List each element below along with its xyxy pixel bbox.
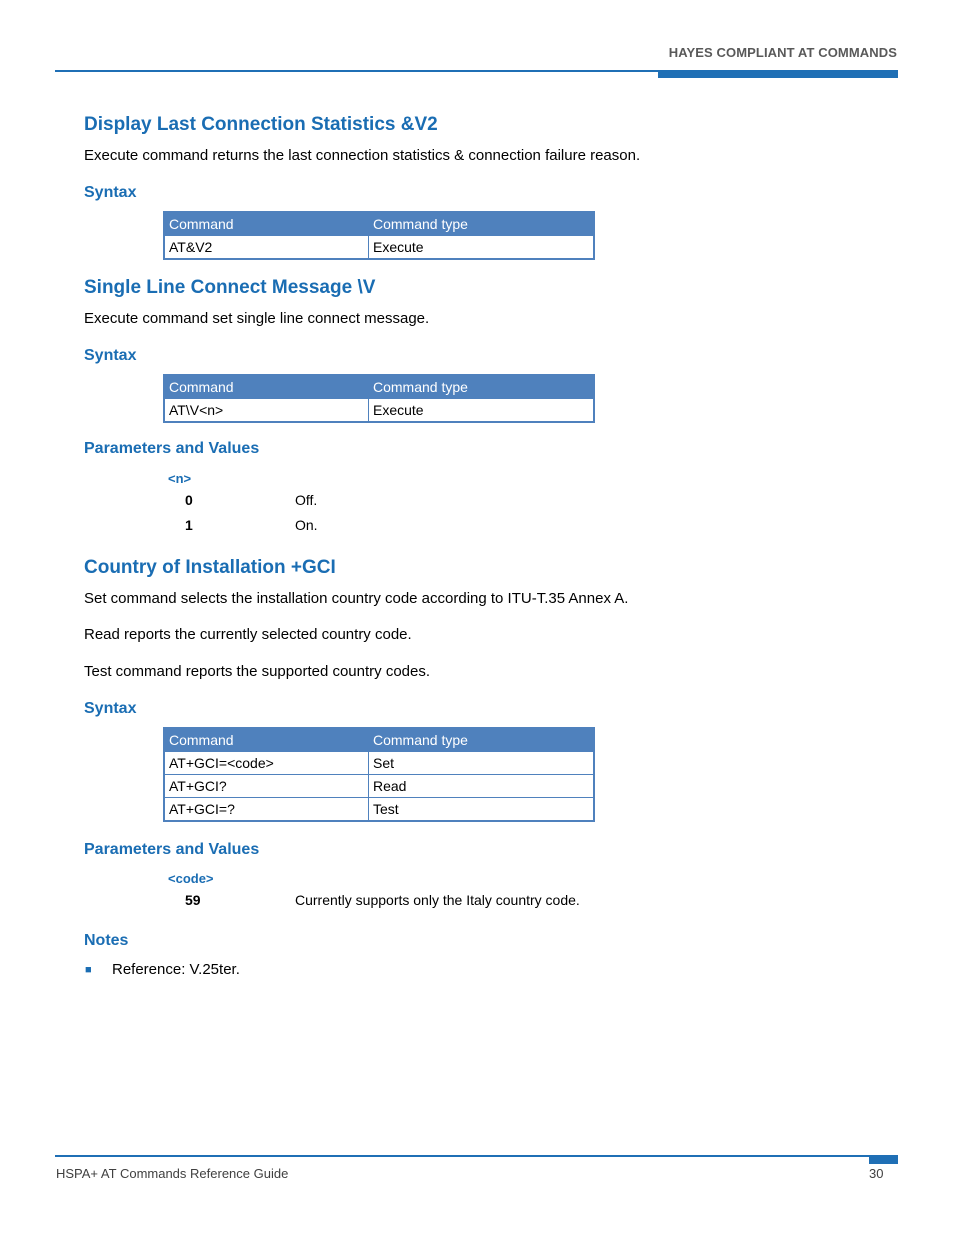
parameter-value: 0 bbox=[185, 492, 193, 508]
syntax-table bbox=[163, 211, 595, 260]
table-cell: Execute bbox=[369, 236, 595, 260]
notes-heading: Notes bbox=[84, 932, 129, 949]
table-header-row bbox=[164, 728, 594, 752]
syntax-heading: Syntax bbox=[84, 700, 137, 717]
bullet-icon: ■ bbox=[85, 964, 92, 976]
parameter-description: Off. bbox=[295, 492, 318, 508]
table-header-row bbox=[164, 212, 594, 236]
syntax-heading: Syntax bbox=[84, 347, 137, 364]
table-header-cell: Command bbox=[164, 375, 369, 399]
table-cell: Execute bbox=[369, 399, 595, 423]
table-cell: AT+GCI=? bbox=[164, 798, 369, 822]
section-title-v: Single Line Connect Message \V bbox=[84, 277, 376, 298]
parameter-description: Currently supports only the Italy country code. bbox=[295, 892, 580, 908]
table-header-cell: Command bbox=[164, 728, 369, 752]
footer-title: HSPA+ AT Commands Reference Guide bbox=[56, 1166, 289, 1181]
syntax-heading: Syntax bbox=[84, 184, 137, 201]
syntax-table bbox=[163, 374, 595, 423]
section-description: Read reports the currently selected country code. bbox=[84, 626, 412, 643]
parameters-heading: Parameters and Values bbox=[84, 841, 260, 858]
parameter-value: 1 bbox=[185, 517, 193, 533]
parameter-name: <code> bbox=[168, 871, 214, 886]
table-row bbox=[164, 752, 594, 775]
parameter-value: 59 bbox=[185, 892, 201, 908]
note-item: Reference: V.25ter. bbox=[112, 961, 240, 978]
page-number: 30 bbox=[869, 1166, 884, 1181]
section-description: Set command selects the installation country code according to ITU-T.35 Annex A. bbox=[84, 590, 629, 607]
header-accent-block bbox=[658, 70, 898, 78]
parameter-description: On. bbox=[295, 517, 318, 533]
table-header-cell: Command type bbox=[369, 728, 595, 752]
parameters-heading: Parameters and Values bbox=[84, 440, 260, 457]
table-header-row bbox=[164, 375, 594, 399]
table-cell: AT+GCI? bbox=[164, 775, 369, 798]
section-title-v2: Display Last Connection Statistics &V2 bbox=[84, 114, 438, 135]
footer-accent-block bbox=[869, 1155, 898, 1164]
table-header-cell: Command type bbox=[369, 212, 595, 236]
table-row bbox=[164, 798, 594, 822]
running-header: HAYES COMPLIANT AT COMMANDS bbox=[668, 45, 897, 60]
section-description: Test command reports the supported country codes. bbox=[84, 663, 431, 680]
parameter-name: <n> bbox=[168, 471, 192, 486]
table-row bbox=[164, 236, 594, 260]
table-header-cell: Command bbox=[164, 212, 369, 236]
table-cell: AT\V<n> bbox=[164, 399, 369, 423]
section-description: Execute command returns the last connection statistics & connection failure reason. bbox=[84, 147, 641, 164]
section-description: Execute command set single line connect message. bbox=[84, 310, 430, 327]
syntax-table bbox=[163, 727, 595, 822]
table-cell: Test bbox=[369, 798, 595, 822]
footer-rule bbox=[55, 1155, 898, 1157]
table-cell: AT+GCI=<code> bbox=[164, 752, 369, 775]
table-row bbox=[164, 399, 594, 423]
table-cell: Set bbox=[369, 752, 595, 775]
table-cell: Read bbox=[369, 775, 595, 798]
table-cell: AT&V2 bbox=[164, 236, 369, 260]
table-row bbox=[164, 775, 594, 798]
table-header-cell: Command type bbox=[369, 375, 595, 399]
section-title-gci: Country of Installation +GCI bbox=[84, 557, 336, 578]
